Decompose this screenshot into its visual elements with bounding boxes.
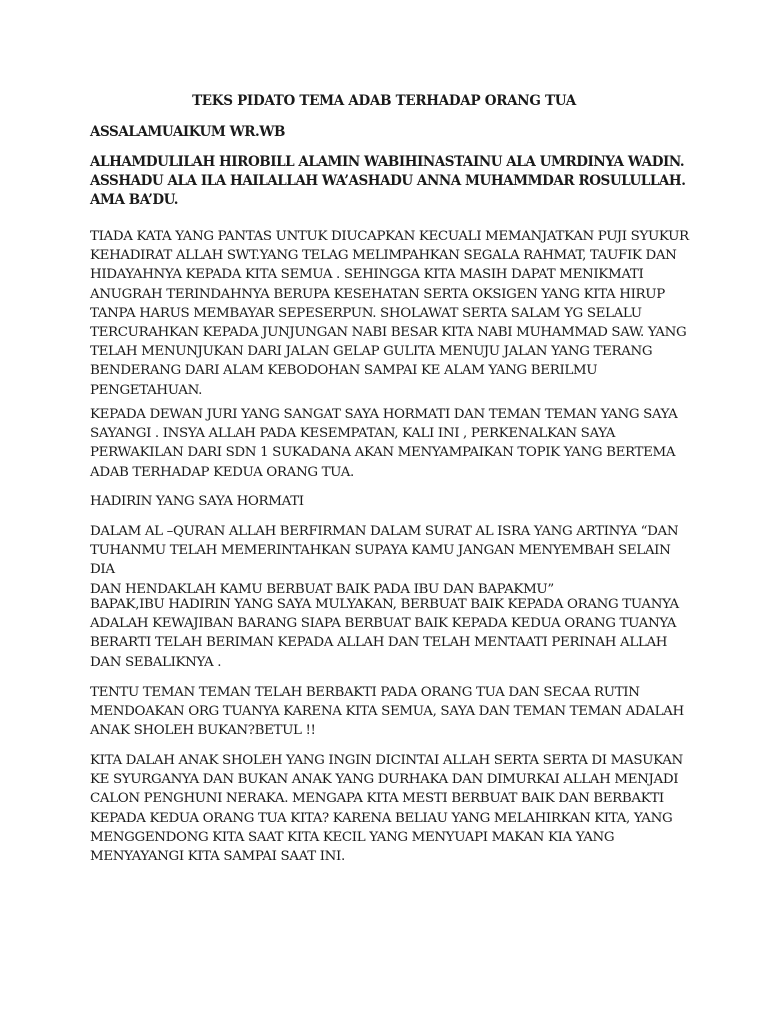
gratitude-paragraph: TIADA KATA YANG PANTAS UNTUK DIUCAPKAN KECUALI MEMANJATKAN PUJI SYUKUR KEHADIRAT ALLAH SWT.YANG TELAG MELIMPAHKAN SEGALA RAHMAT, TAUFIK DAN HIDAYAHNYA KEPADA KITA SEMUA . SEHINGGA KITA MASIH DAPAT MENIKMATI ANUGRAH TERINDAHNYA BERUPA KESEHATAN SERTA OKSIGEN YANG KITA HIRUP TANPA HARUS MEMBAYAR SEPESERPUN. SHOLAWAT SERTA SALAM YG SELALU TERCURAHKAN KEPADA JUNJUNGAN NABI BESAR KITA NABI MUHAMMAD SAW. YANG TELAH MENUNJUKAN DARI JALAN GELAP GULITA MENUJU JALAN YANG TERANG BENDERANG DARI ALAM KEBODOHAN SAMPAI KE ALAM YANG BERILMU PENGETAHUAN.	[90, 229, 689, 398]
introduction-paragraph: KEPADA DEWAN JURI YANG SANGAT SAYA HORMATI DAN TEMAN TEMAN YANG SAYA SAYANGI . INSYA ALLAH PADA KESEMPATAN, KALI INI , PERKENALKAN SAYA PERWAKILAN DARI SDN 1 SUKADANA AKAN MENYAMPAIKAN TOPIK YANG BERTEMA ADAB TERHADAP KEDUA ORANG TUA.	[90, 407, 678, 480]
greeting-paragraph: ASSALAMUAIKUM WR.WB	[90, 124, 285, 140]
opening-praise-paragraph: ALHAMDULILAH HIROBILL ALAMIN WABIHINASTAINU ALA UMRDINYA WADIN. ASSHADU ALA ILA HAILALLAH WA’ASHADU ANNA MUHAMMDAR ROSULULLAH. AMA BA’DU.	[90, 154, 686, 209]
audience-address-paragraph: HADIRIN YANG SAYA HORMATI	[90, 494, 304, 509]
document-title: TEKS PIDATO TEMA ADAB TERHADAP ORANG TUA	[192, 93, 576, 109]
quran-quote-paragraph: DALAM AL –QURAN ALLAH BERFIRMAN DALAM SURAT AL ISRA YANG ARTINYA “DAN TUHANMU TELAH MEMERINTAHKAN SUPAYA KAMU JANGAN MENYEMBAH SELAIN DIA DAN HENDAKLAH KAMU BERBUAT BAIK PADA IBU DAN BAPAKMU”	[90, 524, 679, 597]
devotion-paragraph: TENTU TEMAN TEMAN TELAH BERBAKTI PADA ORANG TUA DAN SECAA RUTIN MENDOAKAN ORG TUANYA KARENA KITA SEMUA, SAYA DAN TEMAN TEMAN ADALAH ANAK SHOLEH BUKAN?BETUL !!	[90, 685, 684, 739]
obligation-paragraph: BAPAK,IBU HADIRIN YANG SAYA MULYAKAN, BERBUAT BAIK KEPADA ORANG TUANYA ADALAH KEWAJIBAN BARANG SIAPA BERBUAT BAIK KEPADA KEDUA ORANG TUANYA BERARTI TELAH BERIMAN KEPADA ALLAH DAN TELAH MENTAATI PERINAH ALLAH DAN SEBALIKNYA .	[90, 597, 679, 670]
reasoning-paragraph: KITA DALAH ANAK SHOLEH YANG INGIN DICINTAI ALLAH SERTA SERTA DI MASUKAN KE SYURGANYA DAN BUKAN ANAK YANG DURHAKA DAN DIMURKAI ALLAH MENJADI CALON PENGHUNI NERAKA. MENGAPA KITA MESTI BERBUAT BAIK DAN BERBAKTI KEPADA KEDUA ORANG TUA KITA? KARENA BELIAU YANG MELAHIRKAN KITA, YANG MENGGENDONG KITA SAAT KITA KECIL YANG MENYUAPI MAKAN KIA YANG MENYAYANGI KITA SAMPAI SAAT INI.	[90, 753, 683, 865]
